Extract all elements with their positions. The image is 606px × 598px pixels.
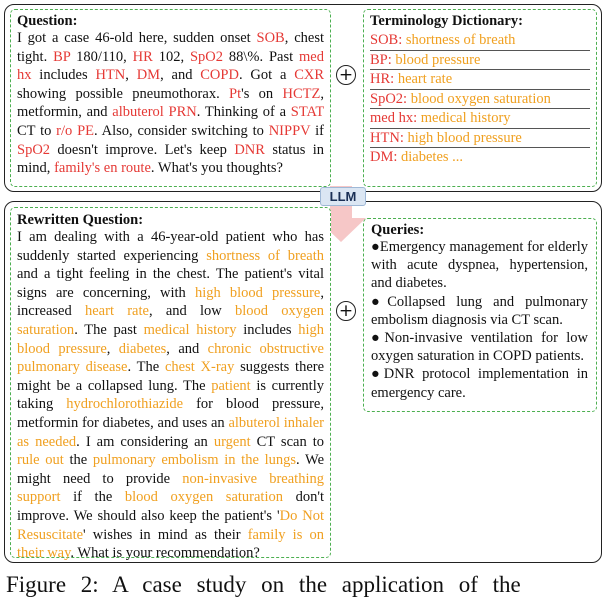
dictionary-definition: medical history	[420, 110, 511, 126]
dictionary-definition: blood pressure	[395, 51, 481, 68]
highlighted-term: SpO2	[189, 48, 223, 65]
dictionary-term: med hx	[370, 110, 414, 126]
text-segment: status in mind,	[17, 141, 324, 177]
text-segment: ,	[125, 67, 137, 84]
dictionary-definition: blood oxygen saturation	[410, 90, 551, 107]
dictionary-separator: :	[413, 110, 421, 126]
text-segment: I am dealing with a 46-year-old patient who has suddenly started experiencing	[17, 229, 324, 264]
text-segment: CT scan to	[250, 433, 325, 450]
rewritten-question-box	[10, 207, 331, 562]
dictionary-separator: :	[390, 71, 398, 87]
text-segment: includes	[236, 321, 299, 338]
dictionary-entry	[370, 90, 590, 110]
text-segment: . What is your recommendation?	[70, 545, 260, 562]
text-segment: the	[63, 452, 93, 469]
text-segment: , and	[160, 67, 201, 84]
highlighted-term: DM	[136, 67, 161, 84]
highlighted-term: COPD	[200, 67, 239, 84]
highlighted-term: med hx	[17, 48, 324, 84]
text-segment: . Thinking of a	[196, 104, 291, 121]
highlighted-term: STAT	[290, 104, 324, 121]
text-segment: if	[310, 122, 325, 139]
text-segment: . What's you thoughts?	[150, 160, 283, 177]
highlighted-term: HTN	[95, 67, 126, 84]
highlighted-term: medical history	[143, 321, 237, 338]
queries-title: Queries:	[371, 222, 425, 238]
text-segment: I got a case 46-old here, sudden onset	[17, 30, 257, 46]
dictionary-definition: shortness of breath	[405, 32, 516, 48]
dictionary-definition: diabetes ...	[401, 149, 464, 165]
text-segment: , and	[166, 340, 208, 357]
dictionary-entry	[370, 31, 590, 51]
highlighted-term: urgent	[213, 433, 251, 450]
question-text	[17, 29, 324, 178]
text-segment: , chest tight.	[17, 30, 324, 65]
highlighted-term: blood oxygen saturation	[17, 303, 324, 338]
highlighted-term: r/o PE	[56, 122, 95, 139]
highlighted-term: HR	[132, 48, 153, 65]
dictionary-term: HR	[370, 71, 391, 87]
query-item: ●Non-invasive ventilation for low oxygen saturation in COPD patients.	[371, 330, 588, 365]
text-segment: suggests there might be a collapsed lung. The	[17, 359, 325, 394]
text-segment: doesn't improve. Let's keep	[50, 141, 235, 158]
highlighted-term: family is on their way	[17, 526, 324, 562]
text-segment: for blood pressure, metformin for diabetes, and uses an	[17, 396, 324, 431]
highlighted-term: SOB	[256, 30, 285, 46]
text-segment: , and low	[148, 303, 236, 320]
dictionary-term: HTN	[370, 129, 400, 146]
highlighted-term: Do Not Resuscitate	[17, 507, 324, 543]
text-segment: . We might need to provide	[17, 452, 325, 487]
highlighted-term: chronic obstructive pulmonary disease	[17, 340, 324, 376]
figure-caption: Figure 2: A case study on the application of the	[6, 572, 521, 597]
highlighted-term: HCTZ	[282, 85, 321, 102]
dictionary-definition: heart rate	[397, 71, 453, 87]
text-segment: is currently taking	[17, 377, 324, 413]
text-segment: , metformin, and	[17, 85, 324, 121]
text-segment: 102,	[152, 48, 190, 65]
dictionary-term: DM	[370, 149, 394, 165]
llm-label: LLM	[320, 187, 366, 206]
highlighted-term: Pt	[229, 85, 242, 102]
highlighted-term: rule out	[17, 452, 64, 469]
text-segment: . Got a	[238, 67, 295, 84]
highlighted-term: shortness of breath	[206, 247, 324, 264]
dictionary-entry	[370, 70, 590, 90]
dictionary-definition: high blood pressure	[407, 129, 522, 146]
dictionary-separator: :	[393, 149, 402, 165]
highlighted-term: CXR	[294, 67, 325, 84]
plus-icon: +	[336, 65, 356, 85]
queries-list	[371, 238, 588, 402]
text-segment: showing possible pneumothorax.	[17, 85, 230, 102]
dictionary-entry	[370, 129, 590, 149]
highlighted-term: high blood pressure	[17, 321, 325, 357]
dictionary-entry	[370, 51, 590, 71]
text-segment: and a tight feeling in the chest. The patient's vital signs are concerning, with	[17, 266, 324, 301]
highlighted-term: hydrochlorothiazide	[66, 396, 184, 413]
query-item: ●DNR protocol implementation in emergency care.	[371, 366, 588, 401]
highlighted-term: heart rate	[85, 303, 149, 320]
dictionary-title: Terminology Dictionary:	[370, 13, 523, 29]
highlighted-term: albuterol inhaler as needed	[17, 414, 324, 450]
rewritten-title: Rewritten Question:	[17, 212, 144, 228]
dictionary-list	[370, 31, 590, 168]
highlighted-term: chest X-ray	[164, 359, 235, 376]
text-segment: don't improve. We should also keep the patient's '	[17, 489, 324, 524]
dictionary-separator: :	[398, 32, 406, 48]
highlighted-term: blood oxygen saturation	[124, 489, 283, 506]
highlighted-term: albuterol PRN	[112, 104, 197, 121]
text-segment: . The	[127, 359, 165, 376]
highlighted-term: patient	[211, 377, 251, 394]
highlighted-term: NIPPV	[268, 122, 311, 139]
plus-icon: +	[336, 301, 356, 321]
highlighted-term: diabetes	[118, 340, 167, 357]
queries-box	[363, 218, 597, 412]
text-segment: includes	[31, 67, 96, 84]
text-segment: . I am considering an	[76, 433, 214, 450]
question-box	[10, 9, 331, 187]
dictionary-entry	[370, 148, 590, 168]
highlighted-term: pulmonary embolism in the lungs	[92, 452, 296, 469]
dictionary-separator: :	[399, 129, 408, 146]
text-segment: 180/110,	[70, 48, 133, 65]
query-item: ●Emergency management for elderly with acute dyspnea, hypertension, and diabetes.	[371, 239, 588, 292]
text-segment: 's on	[241, 85, 283, 102]
highlighted-term: DNR	[234, 141, 265, 158]
dictionary-separator: :	[403, 90, 411, 107]
text-segment: . The past	[74, 321, 144, 338]
highlighted-term: high blood pressure	[194, 284, 321, 301]
text-segment: 88\%. Past	[223, 48, 300, 65]
terminology-dictionary-box	[363, 9, 597, 187]
highlighted-term: SpO2	[17, 141, 51, 158]
dictionary-entry	[370, 109, 590, 129]
dictionary-separator: :	[387, 51, 396, 68]
query-item: ●Collapsed lung and pulmonary embolism diagnosis via CT scan.	[371, 293, 588, 328]
rewritten-text	[17, 228, 324, 563]
text-segment: ,	[106, 340, 119, 357]
text-segment: . Also, consider switching to	[94, 122, 269, 139]
highlighted-term: family's en route	[54, 160, 151, 177]
question-title: Question:	[17, 13, 78, 29]
dictionary-term: BP	[370, 51, 388, 68]
dictionary-term: SpO2	[370, 90, 404, 107]
text-segment: if the	[60, 489, 125, 506]
text-segment: ' wishes in mind as their	[83, 526, 248, 543]
highlighted-term: BP	[53, 48, 71, 65]
text-segment: CT to	[17, 122, 57, 139]
text-segment: , increased	[17, 284, 324, 320]
highlighted-term: non-invasive breathing support	[17, 470, 324, 506]
dictionary-term: SOB	[370, 32, 399, 48]
